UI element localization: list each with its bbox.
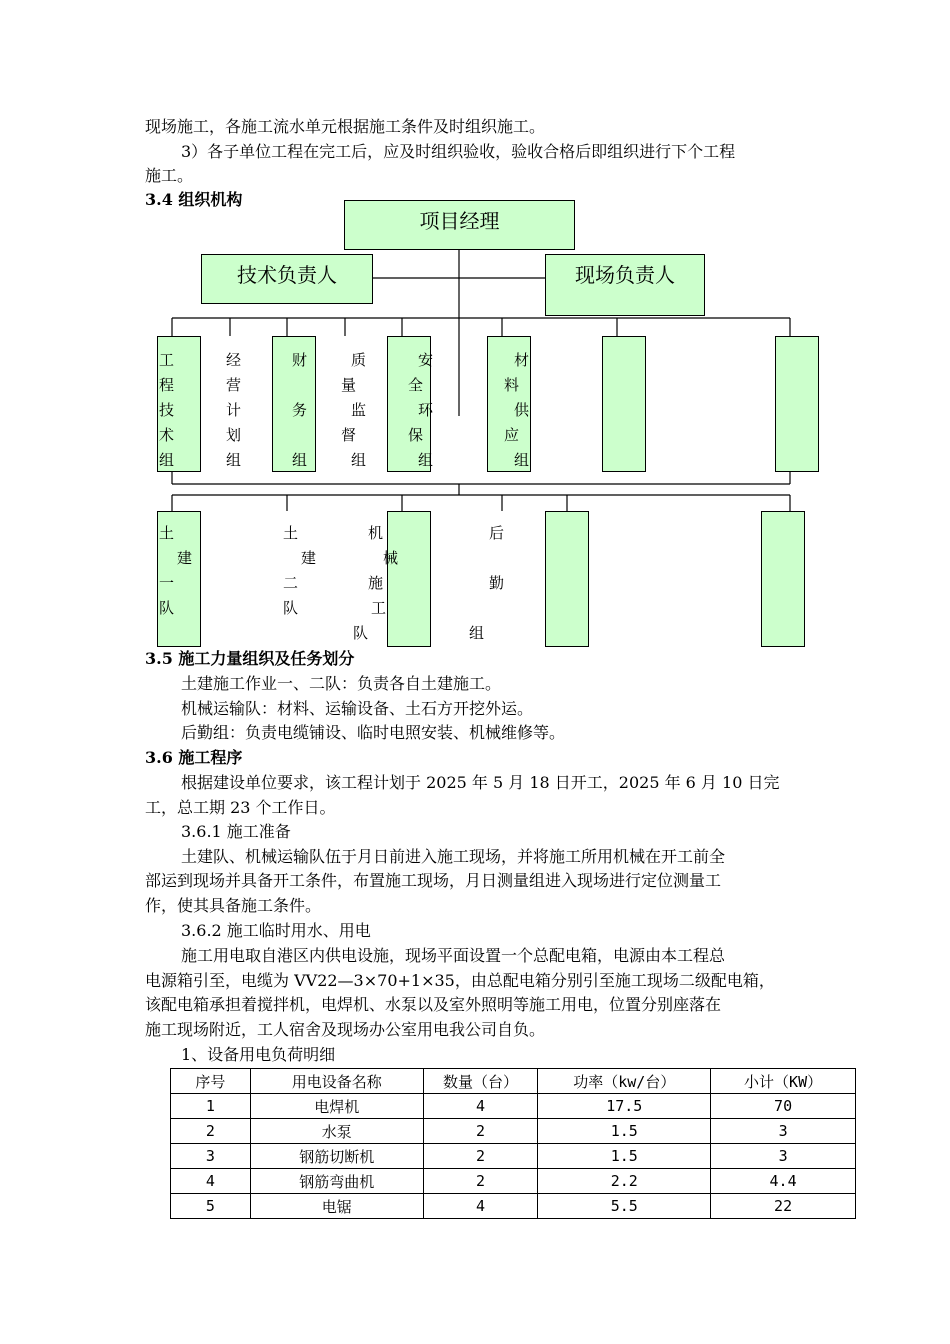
org-box-machinery [387,511,431,647]
col-header-power: 功率（kw/台） [538,1069,711,1094]
paragraph-line: 施工用电取自港区内供电设施，现场平面设置一个总配电箱，电源由本工程总 [181,946,726,965]
table-row [171,1119,856,1144]
cell: 电锯 [250,1194,423,1219]
site-lead-box [545,254,705,316]
cell: 1.5 [538,1119,711,1144]
cell: 水泵 [250,1119,423,1144]
cell: 3 [711,1144,856,1169]
subsection-heading: 3.6.2 施工临时用水、用电 [181,921,371,940]
table-row [171,1144,856,1169]
site-lead-label: 现场负责人 [575,263,675,287]
subsection-heading: 3.6.1 施工准备 [181,822,291,841]
paragraph-line: 3）各子单位工程在完工后，应及时组织验收，验收合格后即组织进行下个工程 [181,142,736,161]
org-label-civil-1: 土 建 一 队 [159,524,193,617]
cell: 1 [171,1094,251,1119]
paragraph-line: 该配电箱承担着搅拌机，电焊机、水泵以及室外照明等施工用电，位置分别座落在 [145,995,722,1014]
cell: 电焊机 [250,1094,423,1119]
paragraph-line: 现场施工，各施工流水单元根据施工条件及时组织施工。 [145,117,546,136]
equipment-load-table [170,1068,856,1219]
cell: 4 [423,1094,538,1119]
paragraph-line: 土建施工作业一、二队：负责各自土建施工。 [181,674,502,693]
cell: 1.5 [538,1144,711,1169]
cell: 4 [423,1194,538,1219]
cell: 2 [423,1169,538,1194]
paragraph-line: 后勤组：负责电缆铺设、临时电照安装、机械维修等。 [181,723,566,742]
org-box-empty-3 [545,511,589,647]
org-chart-connectors [0,0,950,660]
paragraph-line: 工，总工期 23 个工作日。 [145,798,336,817]
col-header-equipment: 用电设备名称 [250,1069,423,1094]
cell: 3 [171,1144,251,1169]
col-header-index: 序号 [171,1069,251,1094]
cell: 5 [171,1194,251,1219]
cell: 钢筋切断机 [250,1144,423,1169]
cell: 4 [171,1169,251,1194]
cell: 3 [711,1119,856,1144]
org-label-quality: 质 量 监 督 组 [341,351,367,469]
paragraph-line: 根据建设单位要求，该工程计划于 2025 年 5 月 18 日开工，2025 年 6 月 10 日完 [181,773,780,792]
org-box-empty-2 [775,336,819,472]
paragraph-line: 电源箱引至，电缆为 VV22—3×70+1×35，由总配电箱分别引至施工现场二级配电箱， [145,971,775,990]
org-label-materials: 材 料 供 应 组 [504,351,530,469]
org-label-logistics: 后 勤 组 [469,524,505,642]
org-label-planning: 经 营 计 划 组 [226,351,242,469]
tech-lead-box [201,254,373,304]
org-label-civil-2: 土 建 二 队 [283,524,317,617]
section-heading: 3.5 施工力量组织及任务划分 [145,649,355,668]
project-manager-box [344,200,575,250]
cell: 钢筋弯曲机 [250,1169,423,1194]
table-row [171,1094,856,1119]
col-header-subtotal: 小计（KW） [711,1069,856,1094]
cell: 2 [423,1119,538,1144]
cell: 2 [423,1144,538,1169]
cell: 17.5 [538,1094,711,1119]
cell: 2.2 [538,1169,711,1194]
col-header-quantity: 数量（台） [423,1069,538,1094]
tech-lead-label: 技术负责人 [237,263,337,287]
paragraph-line: 施工。 [145,166,194,185]
table-title: 1、设备用电负荷明细 [181,1045,336,1064]
org-label-finance: 财 务 组 [292,351,308,469]
cell: 5.5 [538,1194,711,1219]
org-label-engineering: 工 程 技 术 组 [159,351,175,469]
org-label-machinery: 机 械 施 工 队 [353,524,399,642]
paragraph-line: 施工现场附近，工人宿舍及现场办公室用电我公司自负。 [145,1020,546,1039]
cell: 2 [171,1119,251,1144]
table-row [171,1169,856,1194]
cell: 4.4 [711,1169,856,1194]
section-heading: 3.4 组织机构 [145,190,243,209]
paragraph-line: 机械运输队：材料、运输设备、土石方开挖外运。 [181,699,534,718]
section-heading: 3.6 施工程序 [145,748,243,767]
cell: 70 [711,1094,856,1119]
table-row [171,1194,856,1219]
project-manager-label: 项目经理 [419,209,500,233]
table-header-row [171,1069,856,1094]
paragraph-line: 部运到现场并具备开工条件，布置施工现场，月日测量组进入现场进行定位测量工 [145,871,722,890]
paragraph-line: 作，使其具备施工条件。 [145,896,322,915]
org-label-safety: 安 全 环 保 组 [408,351,434,469]
org-box-empty-1 [602,336,646,472]
paragraph-line: 土建队、机械运输队伍于月日前进入施工现场，并将施工所用机械在开工前全 [181,847,726,866]
org-box-empty-4 [761,511,805,647]
cell: 22 [711,1194,856,1219]
